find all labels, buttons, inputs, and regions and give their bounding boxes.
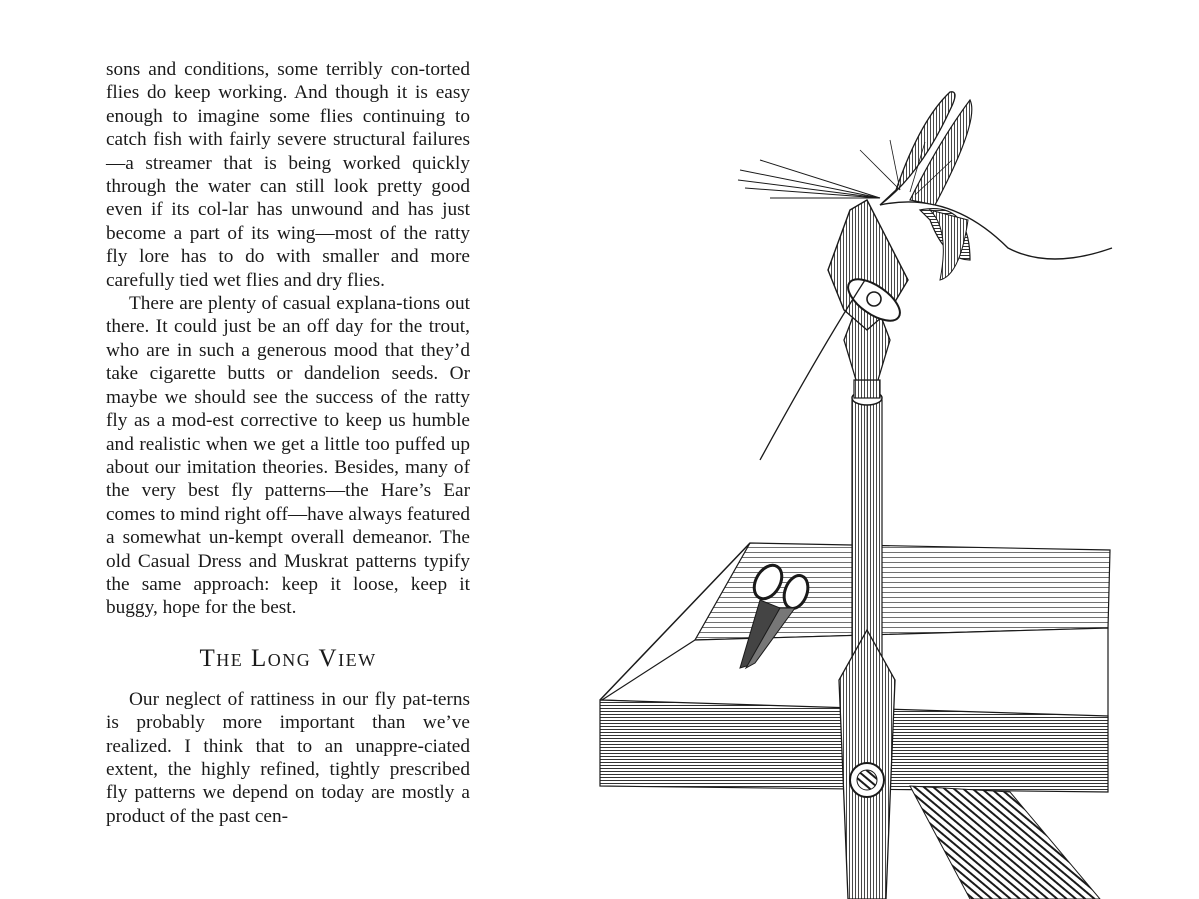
vise-clamp xyxy=(839,630,895,899)
body-paragraph-2: There are plenty of casual explana-tions out there. It could just be an off day for the trout, who are in such a generous mood that they’d take cigarette butts or dandelion seeds. Or maybe we should see the success of the ratty fly as a mod-est corrective to keep us humble and realistic when we get a little too puffed up about our imitation theories. Besides, many of the very best fly patterns—the Hare’s Ear comes to mind right off—have always featured a somewhat un-kempt overall demeanor. The old Casual Dress and Muskrat patterns typify the same approach: keep it loose, keep it buggy, hope for the best. xyxy=(106,293,470,619)
tied-fly xyxy=(738,92,1112,280)
section-heading: The Long View xyxy=(199,644,377,672)
fly-tying-vise-illustration xyxy=(590,80,1130,899)
text-column xyxy=(106,58,470,828)
table-leg xyxy=(910,786,1100,899)
body-paragraph-1: sons and conditions, some terribly con-torted flies do keep working. And though it is easy enough to imagine some flies continuing to catch fish with fairly severe structural failures—a streamer that is being worked quickly through the water can still look pretty good even if its col-lar has unwound and has just become a part of its wing—most of the ratty fly lore has to do with smaller and more carefully tied wet flies and dry flies. xyxy=(106,59,470,291)
body-paragraph-3: Our neglect of rattiness in our fly pat-terns is probably more important than we’ve realized. I think that to an unappre-ciated extent, the highly refined, tightly prescribed fly patterns we depend on today are mostly a product of the past cen- xyxy=(106,688,470,827)
